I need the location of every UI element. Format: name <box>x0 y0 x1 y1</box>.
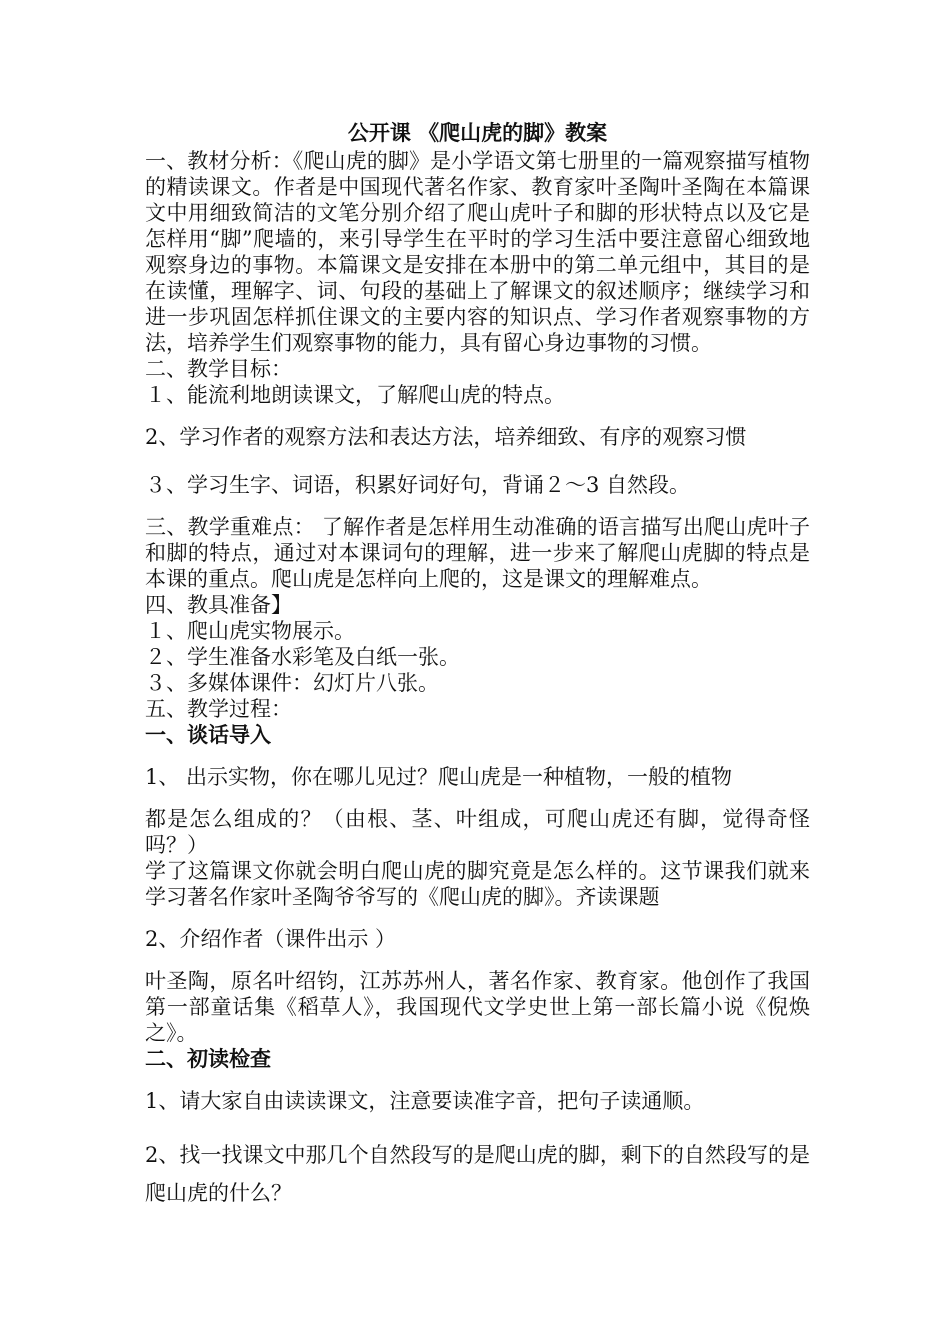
section-intro-heading: 一、谈话导入 <box>145 722 271 747</box>
heading-process: 五、教学过程： <box>145 697 292 721</box>
section-reading-heading: 二、初读检查 <box>145 1046 271 1071</box>
heading-tools: 四、教具准备】 <box>145 593 292 617</box>
document-page <box>145 120 810 1212</box>
tool-1: １、爬山虎实物展示。 <box>145 619 355 643</box>
reading-step-1: 1、请大家自由读读课文，注意要读准字音，把句子读通顺。 <box>145 1089 705 1113</box>
intro-step-1b: 都是怎么组成的？（由根、茎、叶组成，可爬山虎还有脚，觉得奇怪吗？） <box>145 807 810 857</box>
tool-3: ３、多媒体课件：幻灯片八张。 <box>145 671 439 695</box>
goal-2: 2、学习作者的观察方法和表达方法，培养细致、有序的观察习惯 <box>145 425 747 449</box>
document-title: 公开课 《爬山虎的脚》教案 <box>347 120 608 145</box>
reading-step-2: 2、找一找课文中那几个自然段写的是爬山虎的脚，剩下的自然段写的是爬山虎的什么？ <box>145 1143 810 1205</box>
heading-goals: 二、教学目标： <box>145 357 292 381</box>
paragraph-key-points: 三、教学重难点： 了解作者是怎样用生动准确的语言描写出爬山虎叶子和脚的特点，通过对本课词句的理解，进一步来了解爬山虎脚的特点是本课的重点。爬山虎是怎样向上爬的，这是课文的理解难点。 <box>145 515 810 591</box>
tool-2: ２、学生准备水彩笔及白纸一张。 <box>145 645 460 669</box>
goal-1: １、能流利地朗读课文，了解爬山虎的特点。 <box>145 383 565 407</box>
paragraph-analysis: 一、教材分析：《爬山虎的脚》是小学语文第七册里的一篇观察描写植物的精读课文。作者是中国现代著名作家、教育家叶圣陶叶圣陶在本篇课文中用细致简洁的文笔分别介绍了爬山虎叶子和脚的形状特点以及它是怎样用“脚”爬墙的，来引导学生在平时的学习生活中要注意留心细致地观察身边的事物。本篇课文是安排在本册中的第二单元组中，其目的是在读懂，理解字、词、句段的基础上了解课文的叙述顺序；继续学习和进一步巩固怎样抓住课文的主要内容的知识点、学习作者观察事物的方法，培养学生们观察事物的能力，具有留心身边事物的习惯。 <box>145 149 810 355</box>
intro-step-1a: 1、 出示实物，你在哪儿见过？爬山虎是一种植物，一般的植物 <box>145 765 733 789</box>
intro-author-text: 叶圣陶，原名叶绍钧，江苏苏州人，著名作家、教育家。他创作了我国第一部童话集《稻草人》，我国现代文学史世上第一部长篇小说《倪焕之》。 <box>145 969 810 1045</box>
goal-3: ３、学习生字、词语，积累好词好句，背诵２～3 自然段。 <box>145 473 691 497</box>
intro-step-2: 学了这篇课文你就会明白爬山虎的脚究竟是怎么样的。这节课我们就来学习著名作家叶圣陶爷爷写的《爬山虎的脚》。齐读课题 <box>145 859 810 909</box>
intro-author-heading: 2、介绍作者（课件出示 ） <box>145 927 397 951</box>
